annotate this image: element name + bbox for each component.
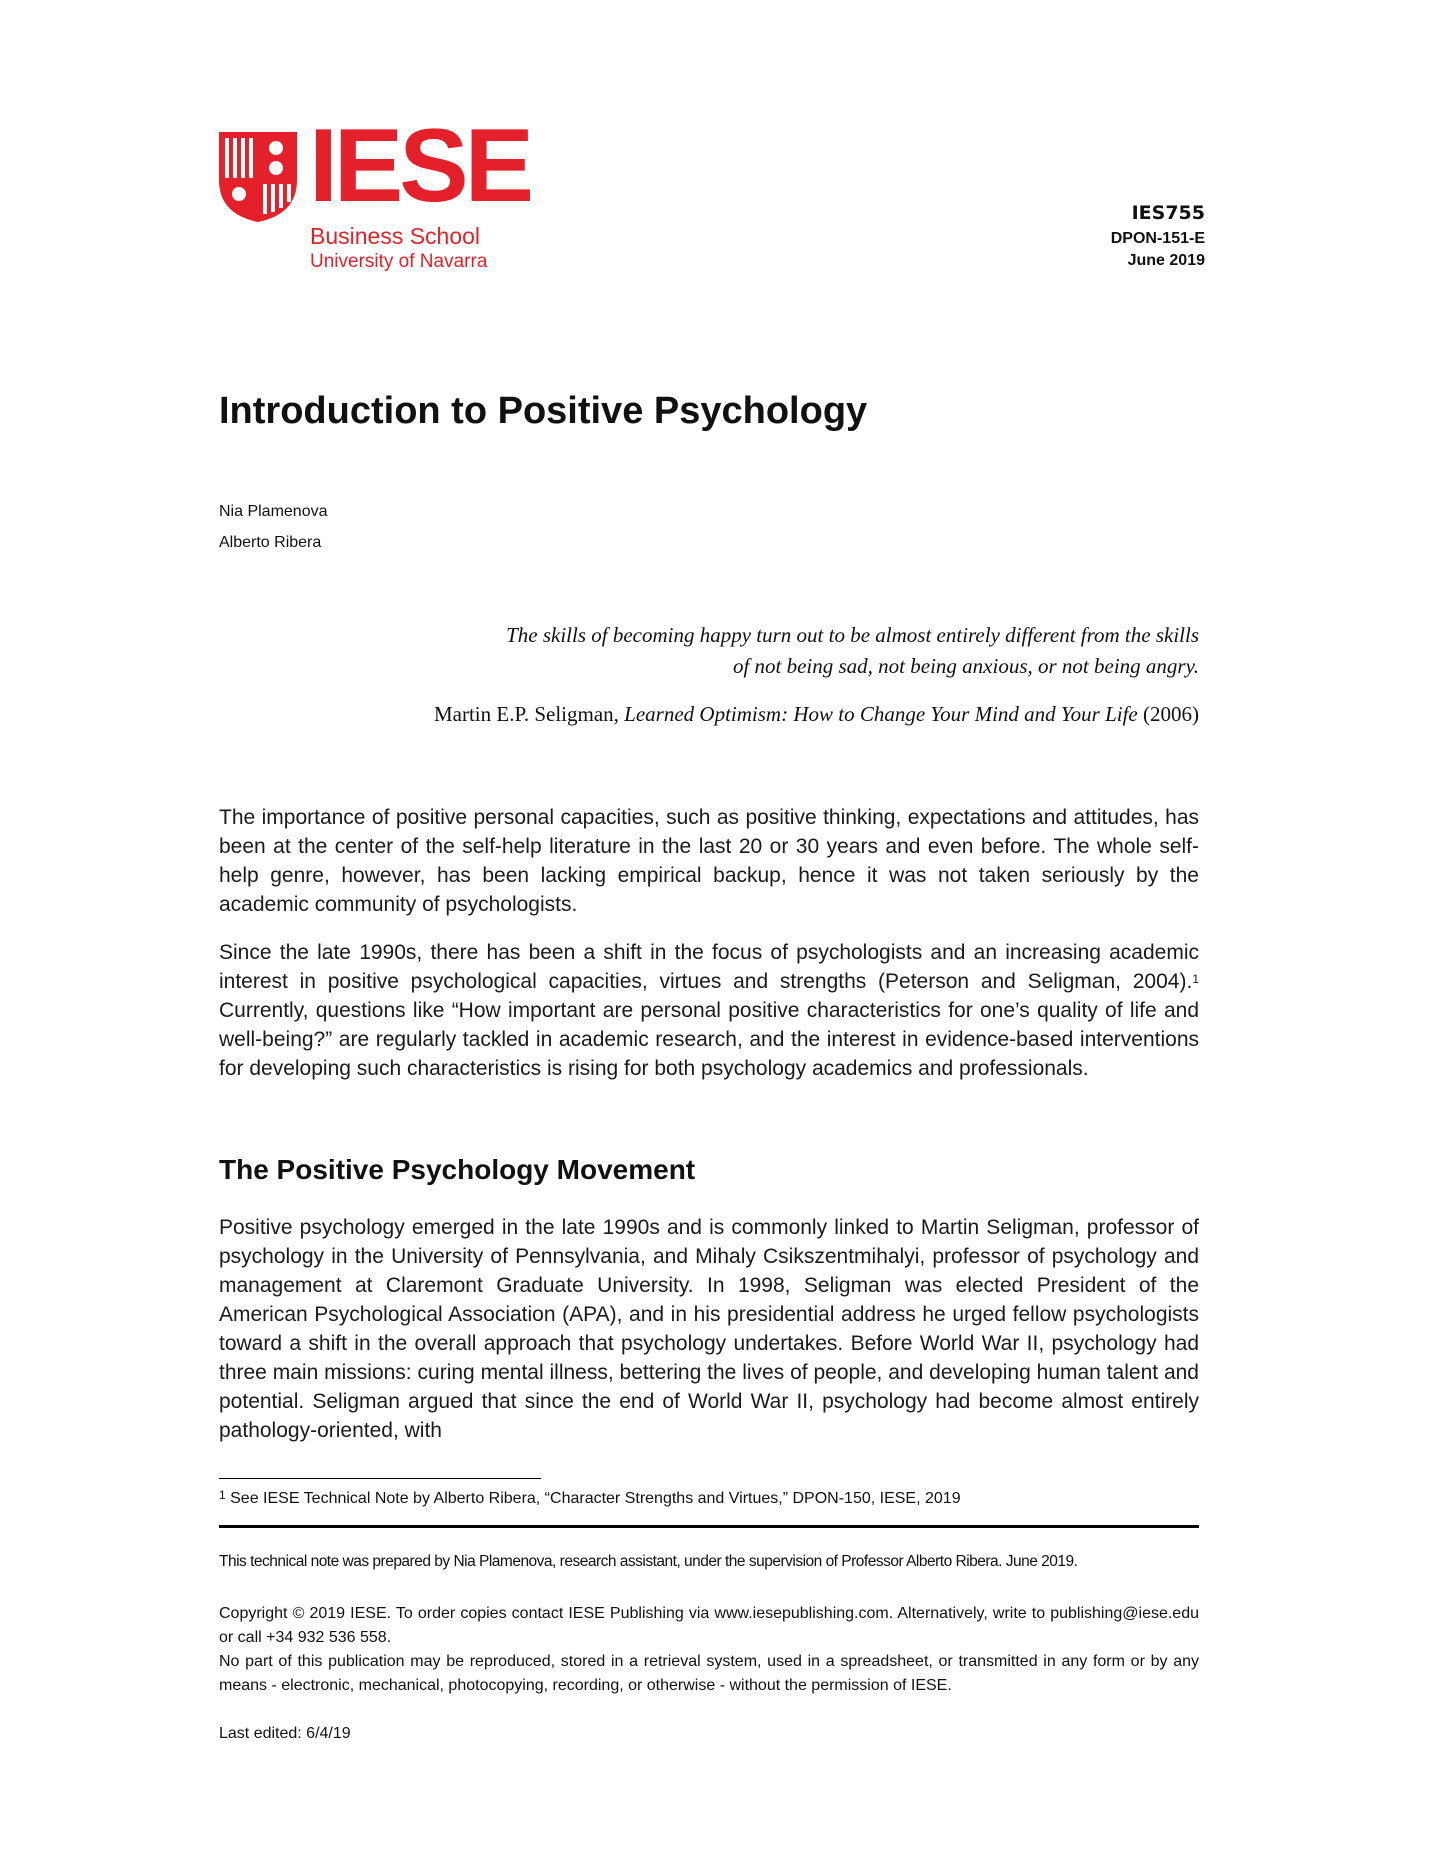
last-edited: Last edited: 6/4/19 (219, 1725, 351, 1742)
paragraph-text: Positive psychology emerged in the late 1990s and is commonly linked to Martin Seligman, professor of psychology in the University of Pennsylvania, and Mihaly Csikszentmihalyi, professor of psychology and management at Claremont Graduate University. In 1998, Seligman was elected President of the American Psychological Association (APA), and in his presidential address he urged fellow psychologists toward a shift in the overall approach that psychology undertakes. Before World War II, psychology had three main missions: curing mental illness, bettering the lives of people, and developing human talent and potential. Seligman argued that since the end of World War II, psychology had become almost entirely pathology-oriented, with (219, 1216, 1199, 1442)
author-name: Nia Plamenova (219, 503, 328, 520)
epigraph-line: The skills of becoming happy turn out to be almost entirely different from the skills (506, 623, 1199, 647)
document-date: June 2019 (1127, 252, 1205, 269)
citation-author: Martin E.P. Seligman, (433, 702, 625, 726)
body-paragraph (219, 803, 1199, 919)
footnote-reference[interactable]: 1 (1192, 972, 1199, 986)
citation-book-title: Learned Optimism: How to Change Your Mind and Your Life (624, 702, 1138, 726)
prepared-by-note: This technical note was prepared by Nia Plamenova, research assistant, under the supervision of Professor Alberto Ribera. June 2019. (219, 1553, 1078, 1570)
paragraph-text-part: Currently, questions like “How important are personal positive characteristics for one’s quality of life and well-being?” are regularly tackled in academic research, and the interest in evidence-based interventions for developing such characteristics is rising for both psychology academics and professionals. (219, 999, 1199, 1080)
page-title: Introduction to Positive Psychology (219, 390, 868, 432)
logo-school-name: Business School (310, 223, 481, 249)
footnote-divider (219, 1478, 541, 1479)
paragraph-text (219, 938, 1199, 1083)
document-code: IES755 (1131, 202, 1205, 224)
iese-shield-icon (219, 132, 299, 224)
paragraph-text: The importance of positive personal capacities, such as positive thinking, expectations and attitudes, has been at the center of the self-help literature in the last 20 or 30 years and even before. The whole self-help genre, however, has been lacking empirical backup, hence it was not taken seriously by the academic community of psychologists. (219, 806, 1199, 916)
body-paragraph (219, 938, 1199, 1083)
footnote-text: See IESE Technical Note by Alberto Ribera, “Character Strengths and Virtues,” DPON-150, IESE, 2019 (225, 1490, 961, 1507)
copyright-notice (219, 1602, 1199, 1698)
citation-year: (2006) (1137, 702, 1199, 726)
body-paragraph (219, 1213, 1199, 1445)
footnote-marker: 1 (219, 1488, 226, 1502)
author-list (219, 496, 328, 558)
epigraph-citation (319, 702, 1199, 727)
logo-wordmark: IESE (309, 108, 530, 224)
epigraph-line: of not being sad, not being anxious, or not being angry. (732, 654, 1199, 678)
footnote (219, 1490, 961, 1508)
document-reference (1111, 202, 1205, 270)
logo-university-name: University of Navarra (310, 251, 488, 272)
author-name: Alberto Ribera (219, 534, 322, 551)
iese-logo (219, 108, 530, 278)
epigraph-quote (319, 620, 1199, 682)
rights-text: No part of this publication may be reproduced, stored in a retrieval system, used in a spreadsheet, or transmitted in any form or by any means - electronic, mechanical, photocopying, recording, or otherwise - without the permission of IESE. (219, 1653, 1199, 1694)
footer-divider (219, 1525, 1199, 1528)
epigraph (319, 620, 1199, 727)
document-subcode: DPON-151-E (1110, 230, 1205, 247)
paragraph-text-part: Since the late 1990s, there has been a shift in the focus of psychologists and an increasing academic interest in positive psychological capacities, virtues and strengths (Peterson and Seligman, 2004). (219, 941, 1199, 993)
section-heading: The Positive Psychology Movement (219, 1154, 696, 1185)
copyright-text: Copyright © 2019 IESE. To order copies contact IESE Publishing via www.iesepublishing.com. Alternatively, write to publishing@iese.edu or call +34 932 536 558. (219, 1605, 1199, 1646)
